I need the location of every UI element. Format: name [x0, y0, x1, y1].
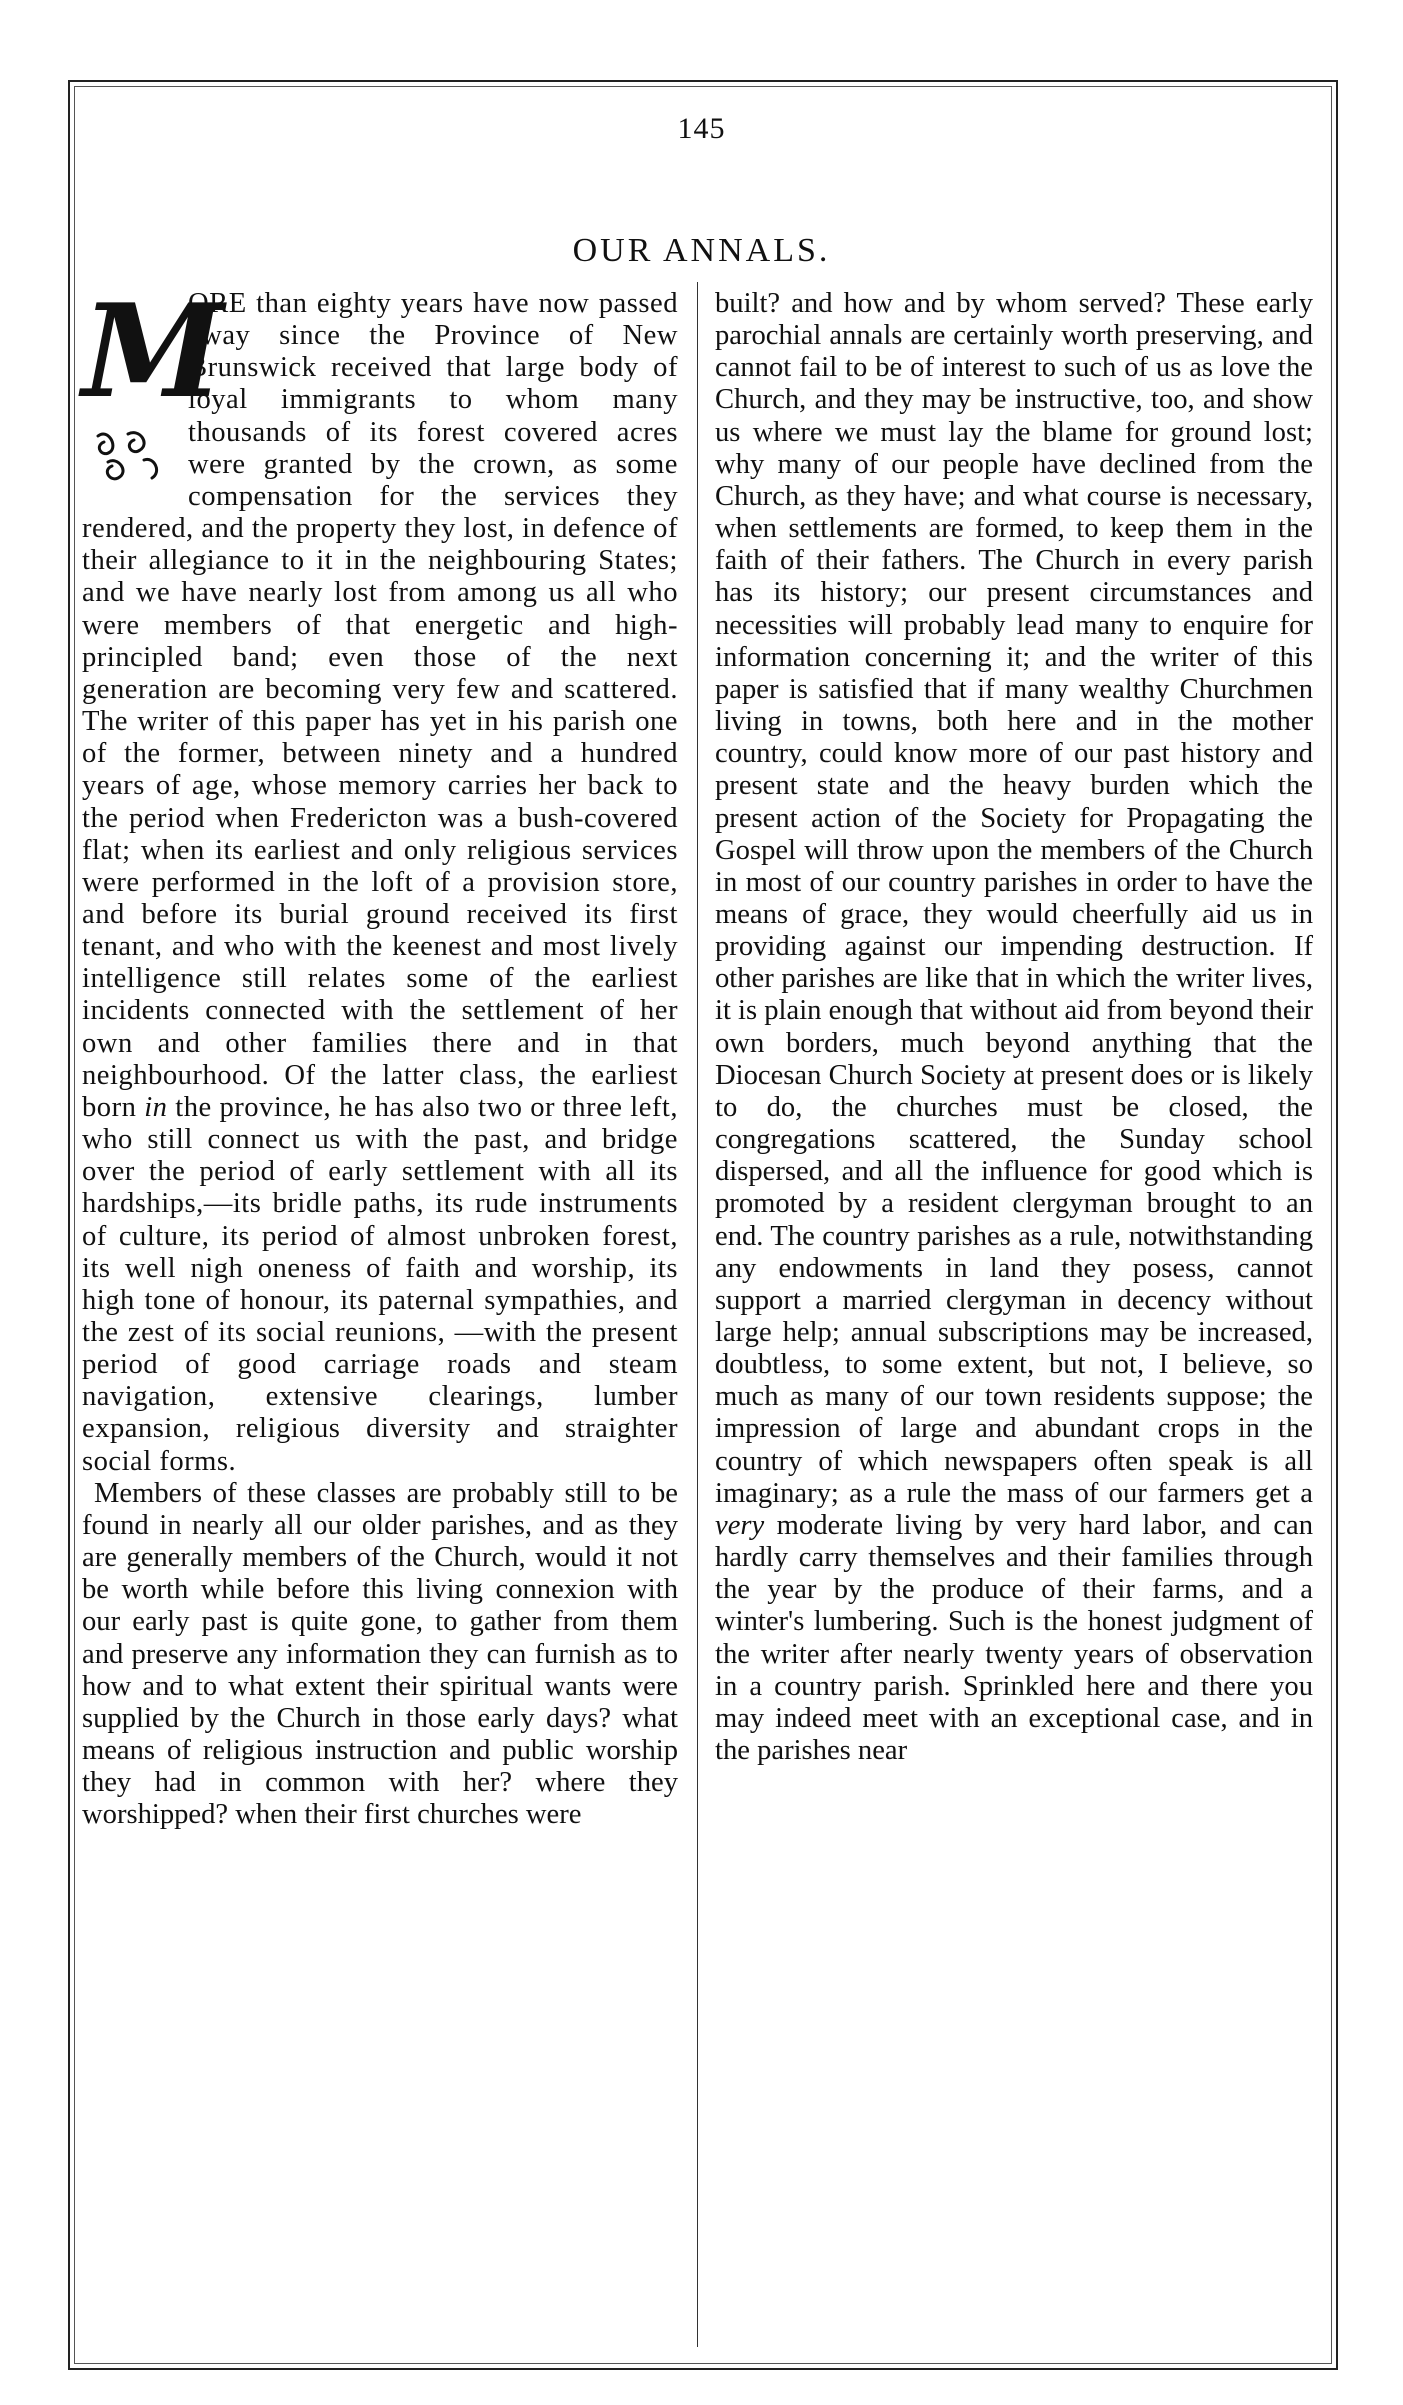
paragraph-2: Members of these classes are probably still to be found in nearly all our older parishes, and as they are generally members of the Church, would it not be worth while before this living connexion with our early past is quite gone, to gather from them and preserve any information they can furnish as to how and to what extent their spiritual wants were supplied by the Church in those early days? what means of religious instruction and public worship they had in common with her? where they worshipped? when their first churches were	[82, 1477, 678, 1831]
left-column	[82, 277, 678, 1832]
article-title: OUR ANNALS.	[572, 232, 831, 269]
drop-cap-letter: M	[82, 277, 224, 427]
right-emphasis: very	[715, 1509, 765, 1541]
right-text-b: moderate living by very hard labor, and can hardly carry themselves and their families through the year by the produce of their farms, and a winter's lumbering. Such is the honest judgment of the writer after nearly twenty years of observation in a country parish. Sprinkled here and there you may indeed meet with an exceptional case, and in the parishes near	[715, 1509, 1313, 1767]
drop-cap-ornament-icon	[88, 428, 168, 482]
right-column	[715, 288, 1313, 1767]
paragraph-1-emphasis: in	[144, 1091, 168, 1123]
page-number: 145	[677, 112, 726, 145]
paragraph-continued	[715, 288, 1313, 1767]
drop-cap	[82, 277, 224, 482]
column-divider	[697, 282, 698, 2347]
paragraph-1-tail: the province, he has also two or three left, who still connect us with the past, and bridge over the period of early settlement with all its hardships,—its bridle paths, its rude instruments of culture, its period of almost unbroken forest, its well nigh oneness of faith and worship, its high tone of honour, its paternal sympathies, and the zest of its social reunions, —with the present period of good carriage roads and steam navigation, extensive clearings, lumber expansion, religious diversity and straighter social forms.	[82, 1091, 678, 1477]
paragraph-1-text: ORE than eighty years have now passed away since the Province of New Brunswick received that large body of loyal immigrants to whom many thousands of its forest covered acres were granted by the crown, as some compensation for the services they rendered, and the property they lost, in defence of their allegiance to it in the neighbouring States; and we have nearly lost from among us all who were members of that energetic and high-principled band; even those of the next generation are becoming very few and scattered. The writer of this paper has yet in his parish one of the former, between ninety and a hundred years of age, whose memory carries her back to the period when Fredericton was a bush-covered flat; when its earliest and only religious services were performed in the loft of a provision store, and before its burial ground received its first tenant, and who with the keenest and most lively intelligence still relates some of the earliest incidents connected with the settlement of her own and other families there and in that neighbourhood. Of the latter class, the earliest born	[82, 288, 678, 1123]
right-text-a: built? and how and by whom served? These early parochial annals are certainly worth preserving, and cannot fail to be of interest to such of us as love the Church, and they may be instructive, too, and show us where we must lay the blame for ground lost; why many of our people have declined from the Church, as they have; and what course is necessary, when settlements are formed, to keep them in the faith of their fathers. The Church in every parish has its history; our present circumstances and necessities will probably lead many to enquire for information concerning it; and the writer of this paper is satisfied that if many wealthy Churchmen living in towns, both here and in the mother country, could know more of our past history and present state and the heavy burden which the present action of the Society for Propagating the Gospel will throw upon the members of the Church in most of our country parishes in order to have the means of grace, they would cheerfully aid us in providing against our impending destruction. If other parishes are like that in which the writer lives, it is plain enough that without aid from beyond their own borders, much beyond anything that the Diocesan Church Society at present does or is likely to do, the churches must be closed, the congregations scattered, the Sunday school dispersed, and all the influence for good which is promoted by a resident clergyman brought to an end. The country parishes as a rule, notwithstanding any endowments in land they posess, cannot support a married clergyman in decency without large help; annual subscriptions may be increased, doubtless, to some extent, but not, I believe, so much as many of our town residents suppose; the impression of large and abundant crops in the country of which newspapers often speak is all imaginary; as a rule the mass of our farmers get a	[715, 288, 1313, 1509]
